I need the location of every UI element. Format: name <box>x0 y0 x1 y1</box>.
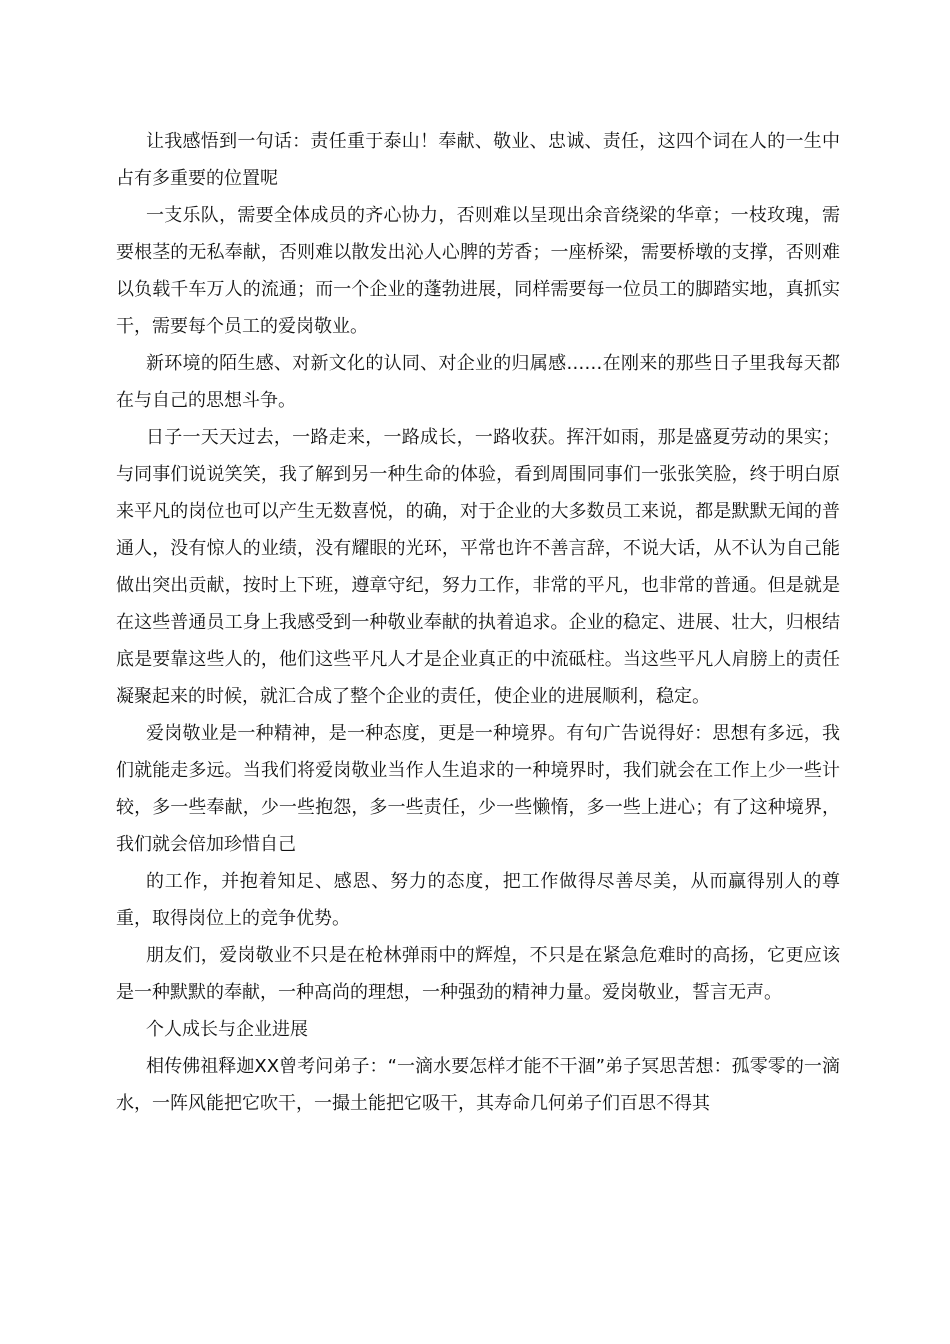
paragraph-5: 爱岗敬业是一种精神，是一种态度，更是一种境界。有句广告说得好：思想有多远，我们就能走多远。当我们将爱岗敬业当作人生追求的一种境界时，我们就会在工作上少一些计较，多一些奉献，少一些抱怨，多一些责任，少一些懒惰，多一些上进心；有了这种境界，我们就会倍加珍惜自己 <box>116 723 840 855</box>
paragraph-6: 的工作，并抱着知足、感恩、努力的态度，把工作做得尽善尽美，从而赢得别人的尊重，取得岗位上的竞争优势。 <box>116 871 840 929</box>
section-heading: 个人成长与企业进展 <box>146 1019 308 1040</box>
paragraph-7: 朋友们，爱岗敬业不只是在枪林弹雨中的辉煌，不只是在紧急危难时的高扬，它更应该是一种默默的奉献，一种高尚的理想，一种强劲的精神力量。爱岗敬业，誓言无声。 <box>116 945 840 1003</box>
paragraph-2: 一支乐队，需要全体成员的齐心协力，否则难以呈现出余音绕梁的华章；一枝玫瑰，需要根茎的无私奉献，否则难以散发出沁人心脾的芳香；一座桥梁，需要桥墩的支撑，否则难以负载千车万人的流通；而一个企业的蓬勃进展，同样需要每一位员工的脚踏实地，真抓实干，需要每个员工的爱岗敬业。 <box>116 205 840 337</box>
paragraph-8: 相传佛祖释迦XX曾考问弟子：“一滴水要怎样才能不干涸”弟子冥思苦想：孤零零的一滴水，一阵风能把它吹干，一撮土能把它吸干，其寿命几何弟子们百思不得其 <box>116 1056 840 1114</box>
paragraph-4: 日子一天天过去，一路走来，一路成长，一路收获。挥汗如雨，那是盛夏劳动的果实；与同事们说说笑笑，我了解到另一种生命的体验，看到周围同事们一张张笑脸，终于明白原来平凡的岗位也可以产生无数喜悦，的确，对于企业的大多数员工来说，都是默默无闻的普通人，没有惊人的业绩，没有耀眼的光环，平常也许不善言辞，不说大话，从不认为自己能做出突出贡献，按时上下班，遵章守纪，努力工作，非常的平凡，也非常的普通。但是就是在这些普通员工身上我感受到一种敬业奉献的执着追求。企业的稳定、进展、壮大，归根结底是要靠这些人的，他们这些平凡人才是企业真正的中流砥柱。当这些平凡人肩膀上的责任凝聚起来的时候，就汇合成了整个企业的责任，使企业的进展顺利，稳定。 <box>116 427 840 707</box>
paragraph-3: 新环境的陌生感、对新文化的认同、对企业的归属感……在刚来的那些日子里我每天都在与自己的思想斗争。 <box>116 353 840 411</box>
paragraph-1: 让我感悟到一句话：责任重于泰山！奉献、敬业、忠诚、责任，这四个词在人的一生中占有多重要的位置呢 <box>116 131 840 189</box>
document-page <box>116 123 840 1122</box>
